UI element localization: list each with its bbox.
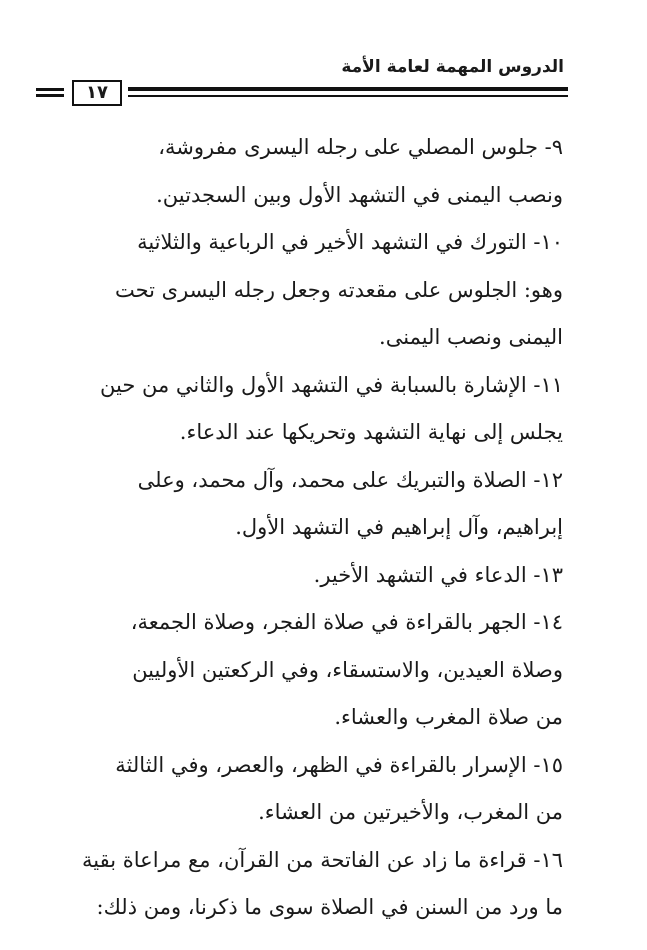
text-line: وصلاة العيدين، والاستسقاء، وفي الركعتين الأوليين [132,657,563,682]
text-line: من صلاة المغرب والعشاء. [334,705,563,729]
text-line: ١٣- الدعاء في التشهد الأخير. [313,562,563,587]
text-line: ونصب اليمنى في التشهد الأول وبين السجدتين. [156,182,563,207]
text-line: ١٥- الإسرار بالقراءة في الظهر، والعصر، وفي الثالثة [115,752,563,777]
text-line: من المغرب، والأخيرتين من العشاء. [258,800,563,824]
page-body [36,124,563,932]
text-line: إبراهيم، وآل إبراهيم في التشهد الأول. [235,515,563,539]
text-line: ١٤- الجهر بالقراءة في صلاة الفجر، وصلاة الجمعة، [130,610,563,634]
text-line: ٩- جلوس المصلي على رجله اليسرى مفروشة، [158,135,563,159]
running-title: الدروس المهمة لعامة الأمة [341,57,564,77]
text-line: اليمنى ونصب اليمنى. [379,325,563,349]
header-rule-thick [128,87,568,91]
text-line: يجلس إلى نهاية التشهد وتحريكها عند الدعاء. [179,420,563,444]
text-line: ١٦- قراءة ما زاد عن الفاتحة من القرآن، مع مراعاة بقية [82,847,563,872]
header-rule-left [36,88,64,91]
text-line: ١٢- الصلاة والتبريك على محمد، وآل محمد، وعلى [137,467,563,492]
text-line: ما ورد من السنن في الصلاة سوى ما ذكرنا، ومن ذلك: [96,895,563,919]
header-rule-thin [128,95,568,97]
text-line: ١٠- التورك في التشهد الأخير في الرباعية والثلاثية [137,230,563,254]
text-line: ١١- الإشارة بالسبابة في التشهد الأول والثاني من حين [100,372,563,397]
page-header [36,55,568,107]
text-line: وهو: الجلوس على مقعدته وجعل رجله اليسرى تحت [114,277,563,302]
page-number: ١٧ [72,80,122,106]
header-rule-left-2 [36,94,64,97]
